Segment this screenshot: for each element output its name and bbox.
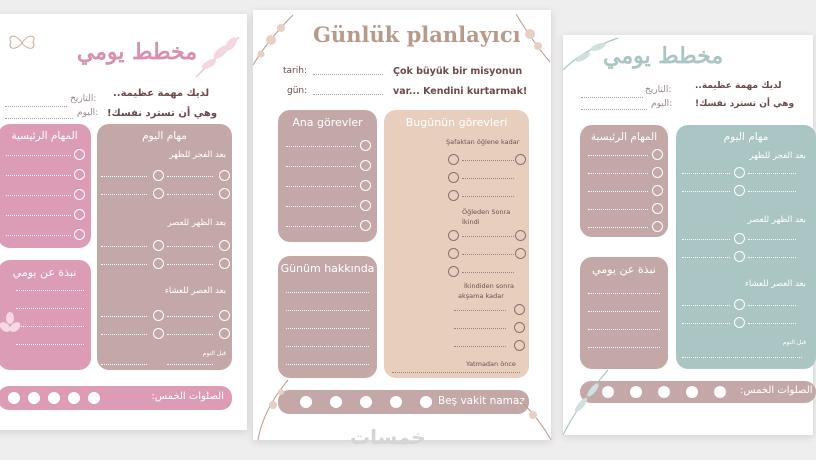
task-checkbox[interactable] xyxy=(448,172,459,183)
today-tasks-box xyxy=(676,125,816,369)
floral-decoration xyxy=(253,370,293,440)
task-checkbox[interactable] xyxy=(514,304,525,315)
motto-line-2: وهي أن تسترد نفسك! xyxy=(695,99,795,109)
section-label: Yatmadan önce xyxy=(466,360,516,368)
about-day-box xyxy=(278,256,377,378)
prayers-bar xyxy=(580,381,816,403)
task-checkbox[interactable] xyxy=(153,310,164,321)
date-field[interactable] xyxy=(5,106,67,107)
task-checkbox[interactable] xyxy=(360,160,371,171)
day-field[interactable] xyxy=(313,94,383,95)
day-field[interactable] xyxy=(581,109,647,110)
prayer-checkbox[interactable] xyxy=(686,386,698,398)
main-tasks-title: Ana görevler xyxy=(292,116,363,129)
section-label: İkindi xyxy=(462,218,480,226)
today-tasks-box xyxy=(384,110,529,378)
task-checkbox[interactable] xyxy=(219,258,230,269)
prayer-checkbox[interactable] xyxy=(658,386,670,398)
butterfly-icon xyxy=(7,32,37,54)
task-checkbox[interactable] xyxy=(514,322,525,333)
task-checkbox[interactable] xyxy=(448,248,459,259)
main-tasks-box xyxy=(0,124,91,248)
motto-line-1: لديك مهمة عظيمة.. xyxy=(695,81,782,91)
motto-line-2: var... Kendini kurtarmak! xyxy=(393,86,528,97)
prayer-checkbox[interactable] xyxy=(88,392,100,404)
task-checkbox[interactable] xyxy=(219,310,230,321)
section-label: قبل النوم xyxy=(202,350,226,357)
task-checkbox[interactable] xyxy=(153,170,164,181)
date-label: التاريخ: xyxy=(70,94,97,104)
floral-decoration xyxy=(515,395,551,440)
prayers-label: الصلوات الخمس: xyxy=(151,391,224,402)
planner-title: Günlük planlayıcı xyxy=(313,22,521,47)
section-label: قبل النوم xyxy=(782,339,806,346)
section-label: بعد الفجر للظهر xyxy=(749,151,806,161)
today-tasks-title: Bugünün görevleri xyxy=(405,116,508,129)
task-checkbox[interactable] xyxy=(515,248,526,259)
task-checkbox[interactable] xyxy=(734,299,745,310)
task-checkbox[interactable] xyxy=(219,170,230,181)
main-tasks-title: المهام الرئيسية xyxy=(11,130,78,142)
task-checkbox[interactable] xyxy=(360,220,371,231)
today-tasks-title: مهام اليوم xyxy=(142,130,187,142)
main-tasks-box xyxy=(278,110,377,242)
section-label: İkindiden sonra xyxy=(464,282,514,290)
task-checkbox[interactable] xyxy=(734,233,745,244)
floral-decoration xyxy=(191,32,241,82)
section-label: akşama kadar xyxy=(458,292,504,300)
prayers-bar xyxy=(278,390,529,414)
task-checkbox[interactable] xyxy=(360,200,371,211)
about-day-title: نبذة عن يومي xyxy=(12,266,77,279)
motto-line-1: Çok büyük bir misyonun xyxy=(393,66,523,77)
planner-title: مخطط يومي xyxy=(76,39,197,65)
flower-icon xyxy=(0,312,20,336)
task-checkbox[interactable] xyxy=(153,188,164,199)
prayer-checkbox[interactable] xyxy=(714,386,726,398)
about-day-box xyxy=(580,257,668,369)
section-label: بعد الظهر للعصر xyxy=(747,215,806,225)
task-checkbox[interactable] xyxy=(74,189,85,200)
task-checkbox[interactable] xyxy=(448,230,459,241)
leaf-decoration xyxy=(563,365,613,435)
date-label: tarih: xyxy=(283,66,307,76)
task-checkbox[interactable] xyxy=(74,209,85,220)
prayer-checkbox[interactable] xyxy=(360,396,372,408)
prayer-checkbox[interactable] xyxy=(300,396,312,408)
day-field[interactable] xyxy=(5,118,73,119)
prayers-bar xyxy=(0,386,232,410)
task-checkbox[interactable] xyxy=(360,140,371,151)
planner-title: مخطط يومي xyxy=(603,43,724,69)
section-label: Şafaktan öğlene kadar xyxy=(446,138,520,146)
today-tasks-title: مهام اليوم xyxy=(723,131,769,143)
task-checkbox[interactable] xyxy=(734,251,745,262)
task-checkbox[interactable] xyxy=(515,230,526,241)
prayer-checkbox[interactable] xyxy=(420,396,432,408)
task-checkbox[interactable] xyxy=(652,185,663,196)
main-tasks-box xyxy=(580,125,668,237)
task-checkbox[interactable] xyxy=(74,169,85,180)
motto-line-1: لديك مهمة عظيمة.. xyxy=(113,88,210,99)
section-label: بعد العصر للعشاء xyxy=(164,286,226,296)
prayer-checkbox[interactable] xyxy=(330,396,342,408)
planner-sheet-arabic-pink xyxy=(0,14,247,430)
main-tasks-title: المهام الرئيسية xyxy=(590,131,658,143)
task-checkbox[interactable] xyxy=(448,154,459,165)
section-label: بعد العصر للعشاء xyxy=(744,279,806,289)
section-label: Öğleden Sonra xyxy=(462,208,511,216)
task-checkbox[interactable] xyxy=(219,188,230,199)
prayers-label: الصلوات الخمس: xyxy=(740,385,813,396)
date-field[interactable] xyxy=(313,74,383,75)
prayers-label: Beş vakit namaz xyxy=(438,395,525,407)
date-field[interactable] xyxy=(581,97,643,98)
about-day-title: نبذة عن يومي xyxy=(592,263,656,276)
prayer-checkbox[interactable] xyxy=(8,392,20,404)
task-checkbox[interactable] xyxy=(74,149,85,160)
today-tasks-box xyxy=(97,124,232,370)
task-checkbox[interactable] xyxy=(652,203,663,214)
planner-sheet-turkish xyxy=(253,10,551,440)
section-label: بعد الفجر للظهر xyxy=(169,150,226,160)
task-checkbox[interactable] xyxy=(734,167,745,178)
task-checkbox[interactable] xyxy=(652,167,663,178)
task-checkbox[interactable] xyxy=(734,317,745,328)
task-checkbox[interactable] xyxy=(74,229,85,240)
day-label: اليوم: xyxy=(651,99,673,109)
floral-decoration xyxy=(253,10,303,70)
task-checkbox[interactable] xyxy=(153,328,164,339)
motto-line-2: وهي أن تسترد نفسك! xyxy=(107,108,218,119)
prayer-checkbox[interactable] xyxy=(390,396,402,408)
date-label: التاريخ: xyxy=(645,85,672,95)
task-checkbox[interactable] xyxy=(219,328,230,339)
task-checkbox[interactable] xyxy=(219,240,230,251)
prayer-checkbox[interactable] xyxy=(48,392,60,404)
section-label: بعد الظهر للعصر xyxy=(167,218,226,228)
task-checkbox[interactable] xyxy=(448,190,459,201)
about-day-title: Günüm hakkında xyxy=(280,262,375,275)
task-checkbox[interactable] xyxy=(360,180,371,191)
planner-sheet-arabic-teal xyxy=(563,35,813,435)
day-label: gün: xyxy=(287,86,308,96)
task-checkbox[interactable] xyxy=(153,240,164,251)
task-checkbox[interactable] xyxy=(153,258,164,269)
task-checkbox[interactable] xyxy=(652,149,663,160)
about-day-box xyxy=(0,260,91,370)
watermark-logo: خمسات xyxy=(350,425,426,449)
prayer-checkbox[interactable] xyxy=(630,386,642,398)
prayer-checkbox[interactable] xyxy=(28,392,40,404)
task-checkbox[interactable] xyxy=(514,340,525,351)
task-checkbox[interactable] xyxy=(448,266,459,277)
day-label: اليوم: xyxy=(77,108,99,118)
task-checkbox[interactable] xyxy=(515,154,526,165)
task-checkbox[interactable] xyxy=(734,185,745,196)
prayer-checkbox[interactable] xyxy=(68,392,80,404)
task-checkbox[interactable] xyxy=(652,221,663,232)
